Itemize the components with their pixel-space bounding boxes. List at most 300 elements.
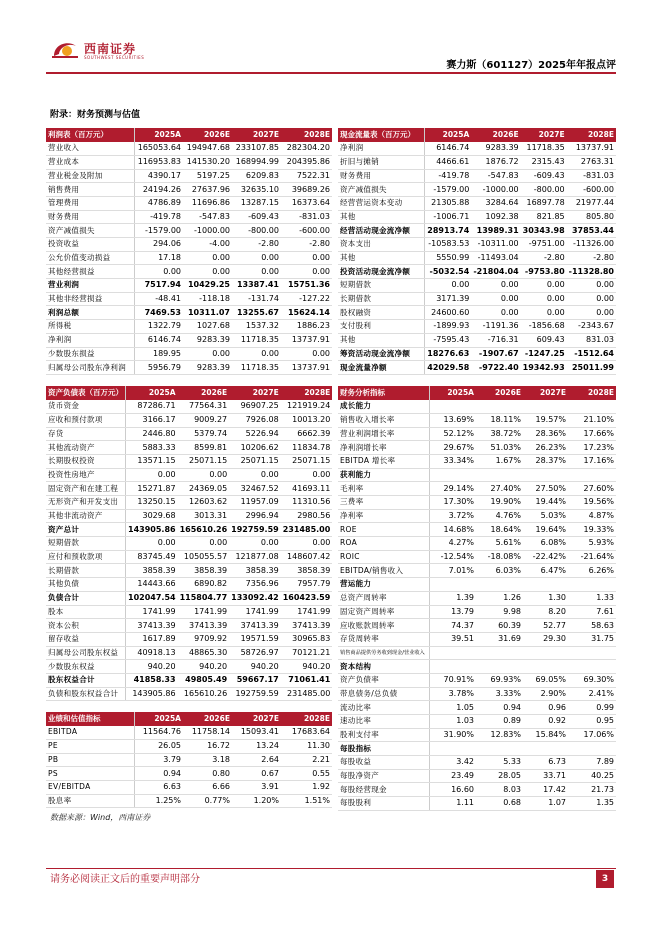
cell-value: 17.30% (429, 496, 476, 510)
cell-value: 17.42 (523, 783, 568, 797)
cell-value: 17.16% (568, 454, 616, 468)
row-label: 少数股东权益 (46, 660, 126, 674)
table-row (46, 279, 332, 293)
table-title: 利润表（百万元） (46, 128, 134, 142)
cell-value: 25011.99 (567, 361, 616, 375)
table-row (338, 605, 616, 619)
row-label: 无形资产和开发支出 (46, 496, 126, 510)
table-row (338, 632, 616, 646)
cell-value: -9722.40 (471, 361, 520, 375)
row-label: 净利润增长率 (338, 441, 429, 455)
cell-value: 28.05 (476, 769, 523, 783)
column-header-2027e: 2027E (229, 386, 281, 400)
cell-value: 16.60 (429, 783, 476, 797)
cell-value: 17683.64 (281, 726, 332, 740)
cell-value: -1247.25 (521, 347, 567, 361)
table-row (338, 564, 616, 578)
cell-value: 70121.21 (281, 646, 333, 660)
cell-value: 5550.99 (425, 251, 472, 265)
cell-value: 165610.26 (178, 523, 230, 537)
cell-value: 18.64% (476, 523, 523, 537)
income-statement-table (46, 128, 332, 375)
cell-value: -831.03 (281, 210, 332, 224)
cell-value (523, 578, 568, 592)
cell-value: 26.05 (134, 739, 183, 753)
cell-value: 0.00 (521, 306, 567, 320)
cell-value: 6209.83 (232, 169, 281, 183)
cell-value: 28913.74 (425, 224, 472, 238)
row-label: 其他非流动资产 (46, 509, 126, 523)
cell-value: 6146.74 (425, 142, 472, 156)
cell-value: 7.01% (429, 564, 476, 578)
cell-value (476, 468, 523, 482)
cell-value: 7522.31 (281, 169, 332, 183)
cell-value: 0.00 (232, 347, 281, 361)
cell-value: 9283.39 (183, 361, 232, 375)
table-row (338, 482, 616, 496)
cell-value: 4466.61 (425, 155, 472, 169)
column-header-2027e: 2027E (523, 386, 568, 400)
column-header-2027e: 2027E (232, 128, 281, 142)
table-row (46, 794, 332, 808)
row-label: 毛利率 (338, 482, 429, 496)
cell-value: 192759.59 (229, 523, 281, 537)
cell-value: 0.80 (183, 767, 232, 781)
table-row (338, 306, 616, 320)
cell-value: 13737.91 (281, 361, 332, 375)
cell-value: 29.14% (429, 482, 476, 496)
cell-value: 16.72 (183, 739, 232, 753)
cell-value: 0.00 (567, 292, 616, 306)
appendix-title: 附录：财务预测与估值 (50, 110, 141, 120)
row-label: 营业利润增长率 (338, 427, 429, 441)
row-label: 资本结构 (338, 660, 429, 674)
table-row (46, 619, 332, 633)
cell-value: -21804.04 (471, 265, 520, 279)
cell-value: 0.95 (568, 715, 616, 729)
cell-value: 5956.79 (134, 361, 183, 375)
row-label: 归属母公司股东权益 (46, 646, 126, 660)
cell-value: 4.87% (568, 509, 616, 523)
row-label: 其他非经营损益 (46, 292, 134, 306)
cell-value: 27.50% (523, 482, 568, 496)
cell-value (523, 400, 568, 414)
cell-value: 0.00 (281, 347, 332, 361)
row-label: 短期借款 (338, 279, 425, 293)
table-row (46, 210, 332, 224)
row-label: 经营活动现金流净额 (338, 224, 425, 238)
table-row (338, 210, 616, 224)
cell-value: 0.00 (281, 251, 332, 265)
cell-value: 18.11% (476, 413, 523, 427)
cell-value: 13387.41 (232, 279, 281, 293)
cell-value: 74.37 (429, 619, 476, 633)
cell-value (523, 468, 568, 482)
table-row (46, 454, 332, 468)
row-label: 带息债务/总负债 (338, 687, 429, 701)
cell-value: 42029.58 (425, 361, 472, 375)
cell-value: 5.03% (523, 509, 568, 523)
cell-value: -9751.00 (521, 238, 567, 252)
cell-value: 25071.15 (178, 454, 230, 468)
cell-value (568, 660, 616, 674)
row-label: 经营营运资本变动 (338, 196, 425, 210)
cell-value: 0.00 (232, 265, 281, 279)
cell-value: 0.00 (178, 537, 230, 551)
table-row (338, 413, 616, 427)
cell-value (523, 742, 568, 756)
cell-value: 0.00 (281, 468, 333, 482)
cell-value: 25071.15 (281, 454, 333, 468)
cell-value (476, 742, 523, 756)
cell-value: 3858.39 (126, 564, 178, 578)
cell-value: -118.18 (183, 292, 232, 306)
cell-value: 10429.25 (183, 279, 232, 293)
cell-value: -1907.67 (471, 347, 520, 361)
row-label: 股息率 (46, 794, 134, 808)
cell-value: 1.39 (429, 591, 476, 605)
cell-value: -547.83 (471, 169, 520, 183)
cell-value: 3.72% (429, 509, 476, 523)
cell-value: 13.69% (429, 413, 476, 427)
row-label: 营业收入 (46, 142, 134, 156)
cell-value: 0.00 (229, 537, 281, 551)
table-row (46, 427, 332, 441)
row-label: 每股指标 (338, 742, 429, 756)
cell-value: 3858.39 (281, 564, 333, 578)
table-row (338, 400, 616, 414)
column-header-2025a: 2025A (134, 128, 183, 142)
column-header-2027e: 2027E (232, 712, 281, 726)
cell-value: 31.75 (568, 632, 616, 646)
row-label: EBITDA 增长率 (338, 454, 429, 468)
table-row (338, 320, 616, 334)
cell-value (568, 742, 616, 756)
table-row (338, 537, 616, 551)
cell-value: -547.83 (183, 210, 232, 224)
cell-value: -22.42% (523, 550, 568, 564)
row-label: EBITDA/销售收入 (338, 564, 429, 578)
cell-value: 121877.08 (229, 550, 281, 564)
cell-value: 0.00 (567, 306, 616, 320)
table-row (338, 769, 616, 783)
cell-value: 10311.07 (183, 306, 232, 320)
table-row (338, 142, 616, 156)
cell-value: 13989.31 (471, 224, 520, 238)
cell-value: 165053.64 (134, 142, 183, 156)
row-label: 资产总计 (46, 523, 126, 537)
row-label: 净利润 (46, 333, 134, 347)
cell-value: -609.43 (232, 210, 281, 224)
cell-value (429, 660, 476, 674)
cell-value: 19.90% (476, 496, 523, 510)
cell-value: 148607.42 (281, 550, 333, 564)
cell-value: 3.18 (183, 753, 232, 767)
cell-value: 102047.54 (126, 591, 178, 605)
cell-value: 30965.83 (281, 632, 333, 646)
cell-value: 2.21 (281, 753, 332, 767)
cell-value: 282304.20 (281, 142, 332, 156)
table-row (46, 660, 332, 674)
table-row (338, 155, 616, 169)
cell-value: 609.43 (521, 333, 567, 347)
row-label: 每股股利 (338, 797, 429, 811)
cell-value: 121919.24 (281, 400, 333, 414)
column-header-2025a: 2025A (429, 386, 476, 400)
cell-value: 1.51% (281, 794, 332, 808)
cell-value: 9283.39 (183, 333, 232, 347)
cell-value: 3166.17 (126, 413, 178, 427)
cell-value: 8.20 (523, 605, 568, 619)
cell-value: 0.89 (476, 715, 523, 729)
cell-value: 1.30 (523, 591, 568, 605)
cell-value: 27637.96 (183, 183, 232, 197)
cell-value: 204395.86 (281, 155, 332, 169)
cell-value: 15093.41 (232, 726, 281, 740)
cell-value: 37413.39 (126, 619, 178, 633)
cell-value: 194947.68 (183, 142, 232, 156)
table-row (338, 509, 616, 523)
cell-value: 0.94 (134, 767, 183, 781)
table-row (338, 265, 616, 279)
table-row (338, 238, 616, 252)
cell-value: 0.00 (471, 292, 520, 306)
cell-value: 2446.80 (126, 427, 178, 441)
row-label: EBITDA (46, 726, 134, 740)
table-row (46, 251, 332, 265)
cell-value: 168994.99 (232, 155, 281, 169)
cell-value: 4.27% (429, 537, 476, 551)
cell-value: 7.89 (568, 756, 616, 770)
row-label: 负债和股东权益合计 (46, 687, 126, 701)
row-label: 管理费用 (46, 196, 134, 210)
cell-value: 3171.39 (425, 292, 472, 306)
cell-value: 33.71 (523, 769, 568, 783)
column-header-2026e: 2026E (476, 386, 523, 400)
table-row (46, 265, 332, 279)
cell-value: 11718.35 (232, 361, 281, 375)
row-label: 流动比率 (338, 701, 429, 715)
cell-value: 3858.39 (229, 564, 281, 578)
cell-value: 1.03 (429, 715, 476, 729)
table-title: 资产负债表（百万元） (46, 386, 126, 400)
row-label: 销售收入增长率 (338, 413, 429, 427)
cell-value: 25071.15 (229, 454, 281, 468)
cell-value: -419.78 (425, 169, 472, 183)
table-row (338, 797, 616, 811)
row-label: 少数股东损益 (46, 347, 134, 361)
row-label: 净利润 (338, 142, 425, 156)
footer-disclaimer: 请务必阅读正文后的重要声明部分 (50, 874, 200, 885)
cell-value: 0.00 (178, 468, 230, 482)
row-label: 长期股权投资 (46, 454, 126, 468)
cell-value: 6.66 (183, 780, 232, 794)
cell-value (429, 646, 476, 660)
table-row (338, 756, 616, 770)
cell-value: 41693.11 (281, 482, 333, 496)
row-label: 每股收益 (338, 756, 429, 770)
table-row (46, 169, 332, 183)
table-row (46, 753, 332, 767)
cell-value: -10583.53 (425, 238, 472, 252)
cell-value: 7469.53 (134, 306, 183, 320)
cell-value: 1741.99 (281, 605, 333, 619)
row-label: 获利能力 (338, 468, 429, 482)
cell-value: 52.77 (523, 619, 568, 633)
cell-value: -127.22 (281, 292, 332, 306)
cell-value: 83745.49 (126, 550, 178, 564)
header-divider (46, 72, 616, 74)
cell-value: 0.00 (126, 468, 178, 482)
column-header-2028e: 2028E (281, 386, 333, 400)
cell-value: 1.07 (523, 797, 568, 811)
cell-value: 0.96 (523, 701, 568, 715)
cell-value: 23.49 (429, 769, 476, 783)
cell-value: -9753.80 (521, 265, 567, 279)
cell-value: 24194.26 (134, 183, 183, 197)
cell-value: 133092.42 (229, 591, 281, 605)
table-row (46, 155, 332, 169)
southwest-securities-logo-icon (50, 38, 80, 60)
table-row (338, 715, 616, 729)
cell-value: 1.33 (568, 591, 616, 605)
row-label: 股东权益合计 (46, 673, 126, 687)
cell-value: 37413.39 (281, 619, 333, 633)
row-label: 营业利润 (46, 279, 134, 293)
cell-value: 60.39 (476, 619, 523, 633)
cell-value: 1322.79 (134, 320, 183, 334)
cell-value: 19342.93 (521, 361, 567, 375)
cell-value: 28.37% (523, 454, 568, 468)
cell-value: -1856.68 (521, 320, 567, 334)
cell-value: 1.05 (429, 701, 476, 715)
column-header-2025a: 2025A (126, 386, 178, 400)
table-row (46, 646, 332, 660)
row-label: 股权融资 (338, 306, 425, 320)
cell-value: 52.12% (429, 427, 476, 441)
table-row (338, 687, 616, 701)
cell-value (429, 578, 476, 592)
cell-value: 40.25 (568, 769, 616, 783)
cell-value: 0.00 (232, 251, 281, 265)
cell-value: 27.40% (476, 482, 523, 496)
row-label: 折旧与摊销 (338, 155, 425, 169)
cell-value: 11696.86 (183, 196, 232, 210)
cell-value: 5197.25 (183, 169, 232, 183)
cell-value: 15.84% (523, 728, 568, 742)
cell-value: 105055.57 (178, 550, 230, 564)
cell-value: 0.77% (183, 794, 232, 808)
cell-value: 143905.86 (126, 523, 178, 537)
cell-value: 231485.00 (281, 687, 333, 701)
cell-value: 2.41% (568, 687, 616, 701)
row-label: 速动比率 (338, 715, 429, 729)
cell-value (523, 660, 568, 674)
row-label: PE (46, 739, 134, 753)
cell-value: 21977.44 (567, 196, 616, 210)
cell-value: 13737.91 (281, 333, 332, 347)
table-row (46, 292, 332, 306)
cell-value: 15271.87 (126, 482, 178, 496)
cell-value (429, 400, 476, 414)
cell-value: 0.92 (523, 715, 568, 729)
cell-value: 49805.49 (178, 673, 230, 687)
row-label: 资产减值损失 (46, 224, 134, 238)
cell-value: 2763.31 (567, 155, 616, 169)
table-row (46, 578, 332, 592)
cell-value: -1006.71 (425, 210, 472, 224)
cell-value: 16897.78 (521, 196, 567, 210)
cell-value (476, 646, 523, 660)
cell-value: 1741.99 (229, 605, 281, 619)
financial-ratios-table (338, 386, 616, 811)
cell-value: 940.20 (229, 660, 281, 674)
row-label: 净利率 (338, 509, 429, 523)
row-label: ROE (338, 523, 429, 537)
cell-value: -48.41 (134, 292, 183, 306)
cell-value: 1886.23 (281, 320, 332, 334)
cell-value: 48865.30 (178, 646, 230, 660)
table-row (46, 196, 332, 210)
cell-value: 30343.98 (521, 224, 567, 238)
table-row (46, 550, 332, 564)
cell-value: 19571.59 (229, 632, 281, 646)
cell-value: 1.11 (429, 797, 476, 811)
cell-value: 11310.56 (281, 496, 333, 510)
cell-value: 2996.94 (229, 509, 281, 523)
cell-value: 24369.05 (178, 482, 230, 496)
table-row (338, 550, 616, 564)
row-label: 筹资活动现金流净额 (338, 347, 425, 361)
cell-value: -2343.67 (567, 320, 616, 334)
cell-value: 0.00 (521, 279, 567, 293)
row-label: 销售费用 (46, 183, 134, 197)
table-header-row (338, 128, 616, 142)
cell-value: 1876.72 (471, 155, 520, 169)
cell-value: 16373.64 (281, 196, 332, 210)
cell-value: 0.67 (232, 767, 281, 781)
cell-value: 0.94 (476, 701, 523, 715)
table-row (46, 767, 332, 781)
cell-value: 11.30 (281, 739, 332, 753)
cell-value: 69.93% (476, 673, 523, 687)
cell-value: 6.73 (523, 756, 568, 770)
cell-value: 26.23% (523, 441, 568, 455)
cell-value: 5.61% (476, 537, 523, 551)
cell-value: 15624.14 (281, 306, 332, 320)
cell-value (476, 660, 523, 674)
cell-value: 28.36% (523, 427, 568, 441)
cell-value: 3.42 (429, 756, 476, 770)
cell-value: -1579.00 (425, 183, 472, 197)
cell-value: 19.56% (568, 496, 616, 510)
table-row (46, 687, 332, 701)
table-row (338, 279, 616, 293)
table-row (46, 468, 332, 482)
cell-value: 831.03 (567, 333, 616, 347)
cell-value (568, 468, 616, 482)
cell-value: 37853.44 (567, 224, 616, 238)
cell-value: 4786.89 (134, 196, 183, 210)
row-label: 销售商品提供劳务收到现金/营业收入 (338, 646, 429, 660)
cell-value: 940.20 (281, 660, 333, 674)
row-label: ROA (338, 537, 429, 551)
row-label: 长期借款 (46, 564, 126, 578)
cell-value: 0.00 (183, 265, 232, 279)
cell-value: 3.79 (134, 753, 183, 767)
row-label: 营业成本 (46, 155, 134, 169)
cell-value: 27.60% (568, 482, 616, 496)
